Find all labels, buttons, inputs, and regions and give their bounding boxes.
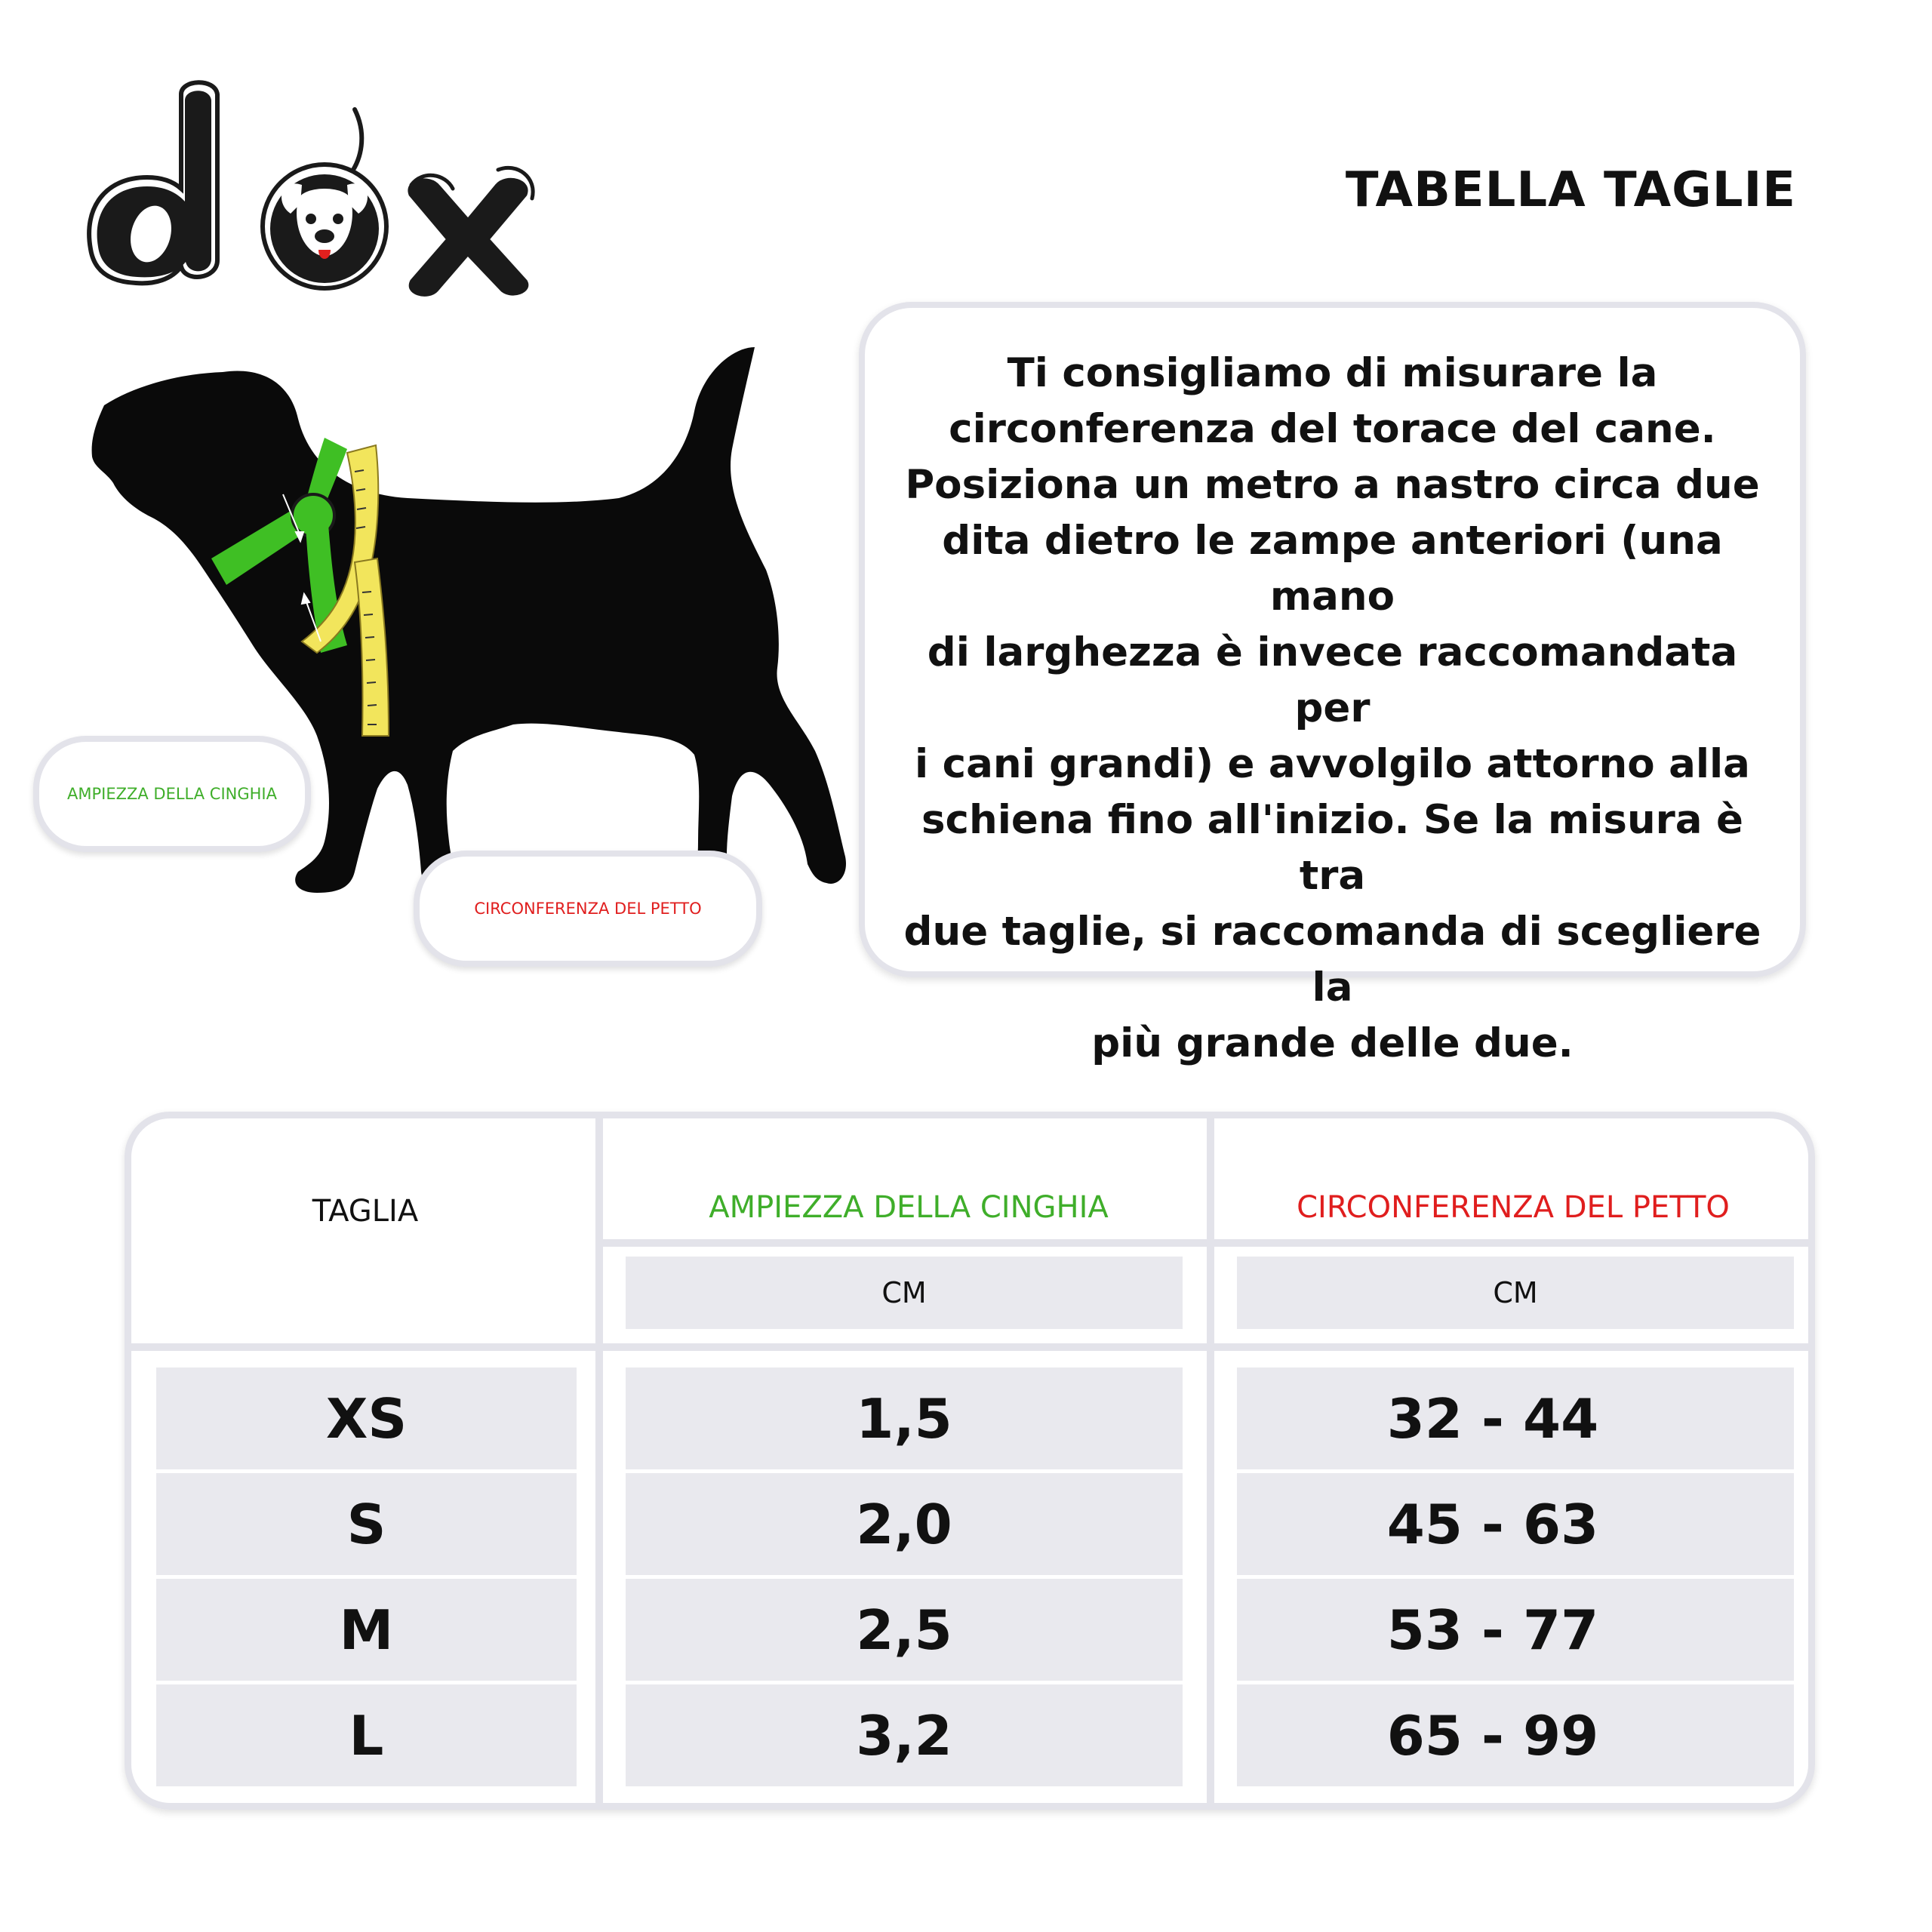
logo-letter-x	[406, 168, 533, 297]
table-cell-strap-width: 1,5	[626, 1367, 1183, 1469]
logo-letter-o-dog-face	[263, 109, 386, 288]
header-chest-circumference: CIRCONFERENZA DEL PETTO	[1297, 1190, 1730, 1225]
table-cell-chest: 45 - 63	[1237, 1473, 1794, 1575]
header-divider	[599, 1239, 1808, 1247]
page-title: TABELLA TAGLIE	[1345, 162, 1796, 218]
table-cell-chest: 32 - 44	[1237, 1367, 1794, 1469]
measuring-instructions-text: Ti consigliamo di misurare la circonferenza del torace del cane. Posiziona un metro a nastro circa due dita dietro le zampe anteriori (una mano di larghezza è invece raccomandata per i cani grandi) e avvolgilo attorno alla schiena fino all'inizio. Se la misura è tra due taglie, si raccomanda di scegliere la più grande delle due.	[903, 350, 1761, 1066]
unit-strap-width: CM	[626, 1257, 1183, 1329]
table-cell-strap-width: 2,0	[626, 1473, 1183, 1575]
table-cell-chest: 53 - 77	[1237, 1579, 1794, 1681]
table-cell-chest: 65 - 99	[1237, 1684, 1794, 1786]
measuring-instructions-box	[859, 302, 1806, 1066]
header-strap-width: AMPIEZZA DELLA CINGHIA	[709, 1190, 1109, 1225]
table-cell-size: XS	[156, 1367, 577, 1469]
body-divider	[131, 1343, 1808, 1351]
chest-circumference-label: CIRCONFERENZA DEL PETTO	[414, 851, 762, 967]
logo-letter-d	[89, 82, 217, 283]
header-size: TAGLIA	[312, 1194, 419, 1229]
dox-logo	[75, 64, 558, 298]
table-cell-strap-width: 3,2	[626, 1684, 1183, 1786]
unit-chest-circumference: CM	[1237, 1257, 1794, 1329]
table-cell-size: M	[156, 1579, 577, 1681]
strap-width-label: AMPIEZZA DELLA CINGHIA	[33, 736, 311, 852]
table-cell-size: L	[156, 1684, 577, 1786]
table-cell-strap-width: 2,5	[626, 1579, 1183, 1681]
size-table	[125, 1112, 1815, 1810]
table-cell-size: S	[156, 1473, 577, 1575]
